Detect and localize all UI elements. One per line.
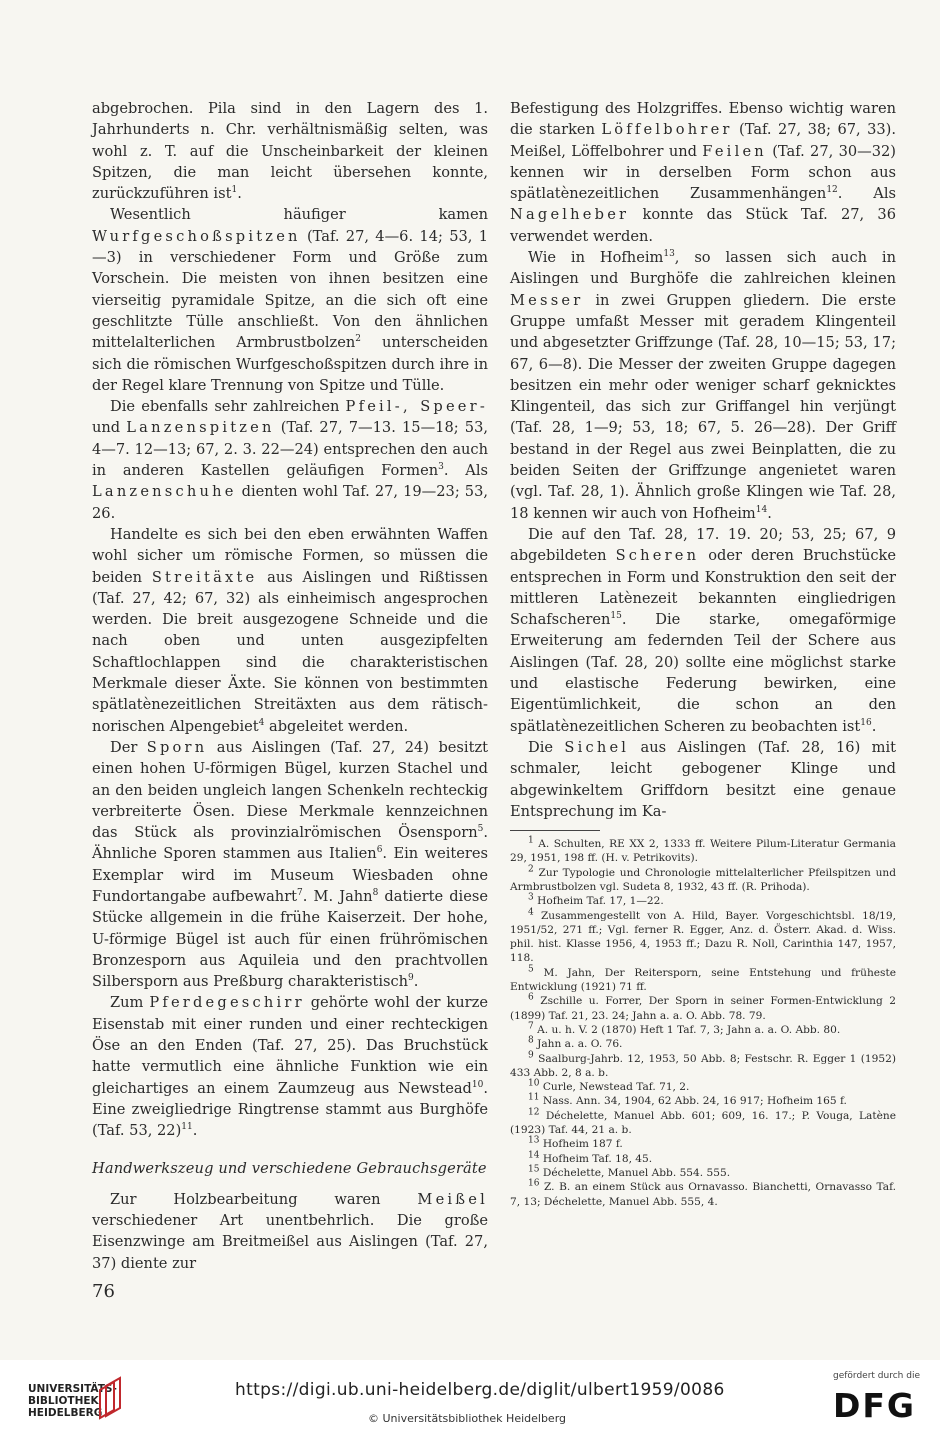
paragraph: Die ebenfalls sehr zahlreichen Pfeil-, Speer- und Lanzenspitzen (Taf. 27, 7—13. 15—18; 53, 4—7. 12—13; 67, 2. 3. 22—24) entsprechen den auch in anderen Kastellen geläufigen Formen$^3$. Als Lanzenschuhe dienten wohl Taf. 27, 19—23; 53, 26. — [92, 398, 488, 522]
footnote-number: 9 — [528, 1050, 534, 1061]
footnote-ref: 1 — [231, 185, 238, 196]
section-heading: Handwerkszeug und verschiedene Gebrauchsgeräte — [92, 1159, 487, 1177]
footnote — [510, 909, 896, 966]
footnote-number: 15 — [528, 1164, 540, 1175]
footnote-text: A. Schulten, RE XX 2, 1333 ff. Weitere Pilum-Literatur Germania 29, 1951, 198 ff. (H. v. Petrikovits). — [510, 838, 896, 865]
footnote-divider — [510, 830, 600, 831]
spaced-term: Sporn — [146, 738, 208, 756]
spaced-term: Scheren — [615, 547, 700, 565]
footnote-text: Saalburg-Jahrb. 12, 1953, 50 Abb. 8; Festschr. R. Egger 1 (1952) 433 Abb. 2, 8 a. b. — [510, 1052, 896, 1079]
footnote-number: 2 — [528, 864, 534, 875]
paragraph: Wesentlich häufiger kamen Wurfgeschoßspitzen (Taf. 27, 4—6. 14; 53, 1—3) in verschiedener Form und Größe zum Vorschein. Die meisten von ihnen besitzen eine vierseitig pyramidale Spitze, an die sich oft eine geschlitzte Tülle anschließt. Von den ähnlichen mittelalterlichen Armbrustbolzen$^2$ unterscheiden sich die römischen Wurfgeschoßspitzen durch ihre in der Regel klare Trennung von Spitze und Tülle. — [92, 206, 488, 394]
footnote-text: Déchelette, Manuel Abb. 554. 555. — [539, 1166, 731, 1179]
footnote-text: M. Jahn, Der Reitersporn, seine Entstehung und früheste Entwicklung (1921) 71 ff. — [510, 966, 896, 994]
library-name: UNIVERSITÄTS- BIBLIOTHEK HEIDELBERG — [28, 1383, 117, 1419]
paragraph: Zum Pferdegeschirr gehörte wohl der kurze Eisenstab mit einer runden und einer rechteckigen Öse an den Enden (Taf. 27, 25). Das Bruchstück hatte vermutlich eine ähnliche Funktion wie ein gleichartiges an einem Zaumzeug aus Newstead$^{10}$. Eine zweigliedrige Ringtrense stammt aus Burghöfe (Taf. 53, 22)$^{11}$. — [92, 994, 488, 1140]
footnote — [510, 1023, 896, 1037]
footnote-number: 8 — [528, 1035, 534, 1046]
spaced-term: Feilen — [702, 142, 767, 160]
paragraph: abgebrochen. Pila sind in den Lagern des 1. Jahrhunderts n. Chr. verhältnismäßig selten, was wohl z. T. auf die Unscheinbarkeit der kleinen Spitzen, die man leicht übersehen konnte, zurückzuführen ist$^1$. — [92, 100, 488, 203]
footnote — [510, 994, 896, 1023]
footnote-ref: 13 — [663, 249, 675, 260]
spaced-term: Wurfgeschoßspitzen — [92, 227, 301, 245]
spaced-term: Messer — [510, 291, 584, 309]
footnote-number: 1 — [528, 835, 534, 846]
spaced-term: Löffelbohrer — [601, 121, 733, 139]
footnote-ref: 14 — [755, 504, 768, 515]
page-url-link[interactable]: https://digi.ub.uni-heidelberg.de/diglit/ulbert1959/0086 — [235, 1380, 725, 1400]
spaced-term: Nagelheber — [510, 206, 630, 224]
footnote-ref: 11 — [181, 1122, 193, 1133]
footnote-number: 6 — [528, 992, 534, 1003]
footnote-text: Hofheim Taf. 18, 45. — [539, 1152, 653, 1165]
paragraph: Die auf den Taf. 28, 17. 19. 20; 53, 25; 67, 9 abgebildeten Scheren oder deren Bruchstücke entsprechen in Form und Konstruktion den seit der mittleren Latènezeit bekannten eingliedrigen Schafscheren$^{15}$. Die starke, omegaförmige Erweiterung am federnden Teil der Schere aus Aislingen (Taf. 28, 20) sollte eine möglichst starke und elastische Federung bewirken, eine Eigentümlichkeit, die schon an den spätlatènezeitlichen Scheren zu beobachten ist$^{16}$. — [510, 525, 896, 735]
footnote — [510, 1180, 896, 1209]
footnote-text: A. u. h. V. 2 (1870) Heft 1 Taf. 7, 3; Jahn a. a. O. Abb. 80. — [533, 1023, 841, 1036]
spaced-term: Lanzenspitzen — [126, 419, 275, 437]
footnote — [510, 894, 896, 908]
footnote-text: Nass. Ann. 34, 1904, 62 Abb. 24, 16 917; Hofheim 165 f. — [539, 1095, 847, 1108]
footnote — [510, 1037, 896, 1051]
funding-note: gefördert durch die — [833, 1371, 920, 1381]
footnote-text: Zschille u. Forrer, Der Sporn in seiner Formen-Entwicklung 2 (1899) Taf. 21, 23. 24; Jahn a. a. O. Abb. 78. 79. — [510, 995, 896, 1022]
paragraph: Zur Holzbearbeitung waren Meißel verschiedener Art unentbehrlich. Die große Eisenzwinge am Breitmeißel aus Aislingen (Taf. 27, 37) diente zur — [92, 1190, 488, 1272]
viewer-footer — [0, 1360, 940, 1438]
footnote-ref: 15 — [610, 611, 622, 622]
footnote — [510, 866, 896, 895]
right-column — [510, 98, 896, 1209]
footnote — [510, 1080, 896, 1094]
footnote-text: Zusammengestellt von A. Hild, Bayer. Vorgeschichtsbl. 18/19, 1951/52, 271 ff.; Vgl. ferner R. Egger, Anz. d. Österr. Akad. d. Wiss. phil. hist. Klasse 1956, 4, 1953 ff.; Dazu R. Noll, Carinthia 147, 1957, 118. — [510, 909, 896, 965]
dfg-logo: DFG — [833, 1386, 917, 1425]
footnote-ref: 6 — [376, 845, 383, 856]
footnote-ref: 5 — [477, 824, 484, 835]
spaced-term: Pfeil-, Speer- — [345, 398, 488, 416]
footnote — [510, 1152, 896, 1166]
footnote-ref: 8 — [372, 888, 379, 899]
footnote — [510, 1166, 896, 1180]
footnote-text: Curle, Newstead Taf. 71, 2. — [539, 1081, 690, 1094]
paragraph: Handelte es sich bei den eben erwähnten Waffen wohl sicher um römische Formen, so müssen die beiden Streitäxte aus Aislingen und Rißtissen (Taf. 27, 42; 67, 32) als einheimisch angesprochen werden. Die breit ausgezogene Schneide und die nach oben und unten ausgezipfelten Schaftlochlappen sind die charakteristischen Merkmale dieser Äxte. Sie können von bestimmten spätlatènezeitlichen Streitäxten aus dem rätisch-norischen Alpengebiet$^4$ abgeleitet werden. — [92, 525, 488, 735]
footnote-ref: 4 — [258, 717, 265, 728]
paragraph: Wie in Hofheim$^{13}$, so lassen sich auch in Aislingen und Burghöfe die zahlreichen kleinen Messer in zwei Gruppen gliedern. Die erste Gruppe umfaßt Messer mit geradem Klingenteil und abgesetzter Griffzunge (Taf. 28, 10—15; 53, 17; 67, 6—8). Die Messer der zweiten Gruppe dagegen besitzen ein mehr oder weniger scharf geknicktes Klingenteil, das sich zur Griffangel hin verjüngt (Taf. 28, 1—9; 53, 18; 67, 5. 26—28). Der Griff bestand in der Regel aus zwei Beinplatten, die zu beiden Seiten der Griffzunge angenietet waren (vgl. Taf. 28, 1). Ähnlich große Klingen wie Taf. 28, 18 kennen wir auch von Hofheim$^{14}$. — [510, 249, 896, 522]
footnotes — [510, 837, 896, 1209]
footnote-number: 7 — [528, 1021, 534, 1032]
page-number: 76 — [92, 1281, 115, 1302]
footnote-ref: 2 — [355, 334, 361, 345]
spaced-term: Streitäxte — [151, 568, 258, 586]
footnote-ref: 16 — [860, 717, 872, 728]
footnote-number: 5 — [528, 964, 534, 975]
footnote-text: Z. B. an einem Stück aus Ornavasso. Bianchetti, Ornavasso Taf. 7, 13; Déchelette, Manuel Abb. 555, 4. — [510, 1181, 896, 1208]
footnote-text: Déchelette, Manuel Abb. 601; 609, 16. 17.; P. Vouga, Latène (1923) Taf. 44, 21 a. b. — [510, 1109, 896, 1137]
footnote — [510, 1052, 896, 1081]
footnote-ref: 12 — [826, 185, 838, 196]
footnote — [510, 966, 896, 995]
footnote — [510, 1137, 896, 1151]
footnote-text: Hofheim Taf. 17, 1—22. — [533, 895, 664, 908]
footnote-text: Zur Typologie und Chronologie mittelalterlicher Pfeilspitzen und Armbrustbolzen vgl. Sudeta 8, 1932, 43 ff. (R. Prihoda). — [510, 866, 896, 893]
footnote-number: 3 — [528, 892, 534, 903]
footnote-number: 4 — [528, 907, 534, 918]
footnote-ref: 9 — [408, 973, 414, 984]
footnote — [510, 1109, 896, 1138]
spaced-term: Sichel — [564, 738, 630, 756]
paragraph: Der Sporn aus Aislingen (Taf. 27, 24) besitzt einen hohen U-förmigen Bügel, kurzen Stachel und an den beiden ungleich langen Schenkeln rechteckig verbreiterte Ösen. Diese Merkmale kennzeichnen das Stück als provinzialrömischen Ösensporn$^5$. Ähnliche Sporen stammen aus Italien$^6$. Ein weiteres Exemplar wird im Museum Wiesbaden ohne Fundortangabe aufbewahrt$^7$. M. Jahn$^8$ datierte diese Stücke allgemein in die frühe Kaiserzeit. Der hohe, U-förmige Bügel ist auch für einen frührömischen Bronzesporn aus Aquileia und den prachtvollen Silbersporn aus Preßburg charakteristisch$^9$. — [92, 738, 489, 991]
footnote-number: 13 — [528, 1135, 540, 1146]
spaced-term: Meißel — [417, 1190, 488, 1208]
footnote-number: 11 — [528, 1092, 540, 1103]
library-logo-icon — [94, 1376, 128, 1420]
spaced-term: Lanzenschuhe — [92, 483, 237, 501]
footnote-number: 14 — [528, 1150, 540, 1161]
footnote-text: Jahn a. a. O. 76. — [533, 1038, 623, 1051]
spaced-term: Pferdegeschirr — [149, 994, 305, 1012]
footnote — [510, 837, 896, 866]
paragraph: Die Sichel aus Aislingen (Taf. 28, 16) mit schmaler, leicht gebogener Klinge und abgewinkeltem Griffdorn besitzt eine genaue Entsprechung im Ka- — [510, 738, 896, 820]
paragraph: Befestigung des Holzgriffes. Ebenso wichtig waren die starken Löffelbohrer (Taf. 27, 38; 67, 33). Meißel, Löffelbohrer und Feilen (Taf. 27, 30—32) kennen wir in derselben Form schon aus spätlatènezeitlichen Zusammenhängen$^{12}$. Als Nagelheber konnte das Stück Taf. 27, 36 verwendet werden. — [510, 100, 896, 245]
footnote-text: Hofheim 187 f. — [539, 1138, 623, 1151]
footnote-number: 12 — [528, 1107, 540, 1118]
footnote — [510, 1094, 896, 1108]
footnote-number: 16 — [528, 1178, 540, 1189]
footnote-ref: 3 — [438, 462, 444, 473]
footnote-number: 10 — [528, 1078, 540, 1089]
footnote-ref: 10 — [471, 1079, 484, 1090]
copyright-notice: © Universitätsbibliothek Heidelberg — [368, 1412, 567, 1425]
left-column — [92, 98, 488, 1274]
footnote-ref: 7 — [297, 888, 303, 899]
